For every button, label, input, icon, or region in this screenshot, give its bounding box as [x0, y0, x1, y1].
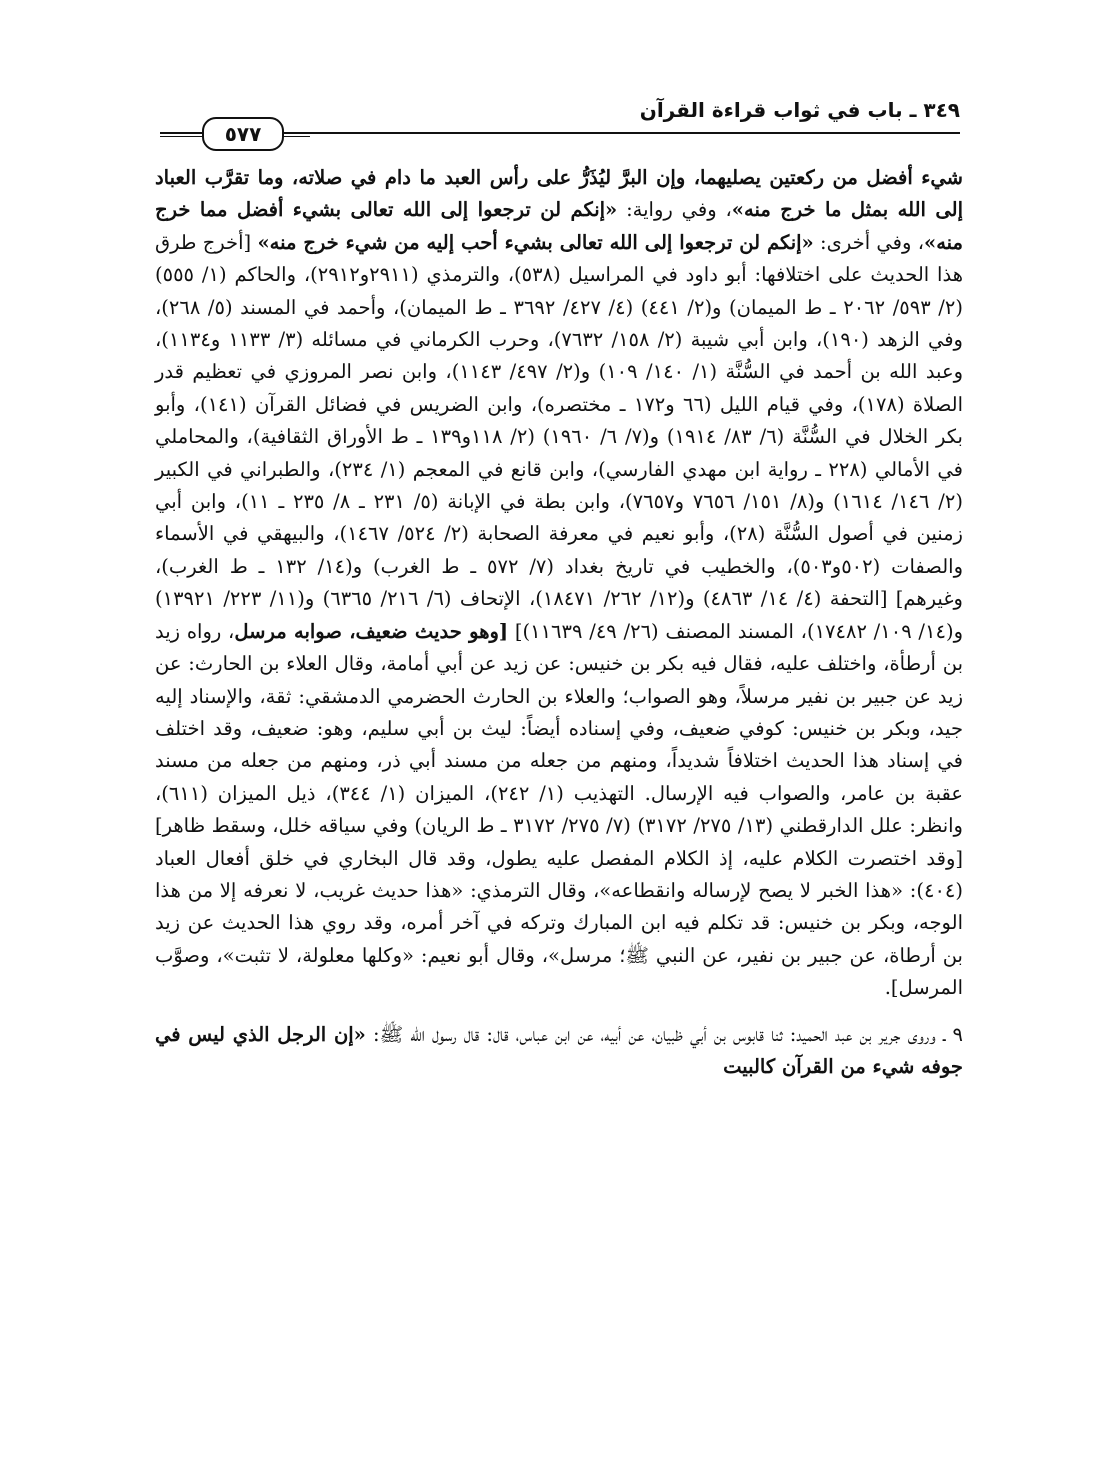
takhrij-text: [أخرج طرق هذا الحديث على اختلافها: أبو داود في المراسيل (٥٣٨)، والترمذي (٢٩١١و٢٩١٢)، والحاكم (١/ ٥٥٥) (٢/ ٥٩٣/ ٢٠٦٢ ـ ط الميمان) و(٢/ ٤٤١) (٤/ ٤٢٧/ ٣٦٩٢ ـ ط الميمان)، وأحمد في المسند (٥/ ٢٦٨)، وفي الزهد (١٩٠)، وابن أبي شيبة (٢/ ١٥٨/ ٧٦٣٢)، وحرب الكرماني في مسائله (٣/ ١١٣٣ و١١٣٤)، وعبد الله بن أحمد في السُّنَّة (١/ ١٤٠/ ١٠٩) و(٢/ ٤٩٧/ ١١٤٣)، وابن نصر المروزي في تعظيم قدر الصلاة (١٧٨)، وفي قيام الليل (٦٦ و١٧٢ ـ مختصره)، وابن الضريس في فضائل القرآن (١٤١)، وأبو بكر الخلال في السُّنَّة (٦/ ٨٣/ ١٩١٤) و(٧/ ٦/ ١٩٦٠) (٢/ ١١٨و١٣٩ ـ ط الأوراق الثقافية)، والمحاملي في الأمالي (٢٢٨ ـ رواية ابن مهدي الفارسي)، وابن قانع في المعجم (١/ ٢٣٤)، والطبراني في الكبير (٢/ ١٤٦/ ١٦١٤) و(٨/ ١٥١/ ٧٦٥٦ و٧٦٥٧)، وابن بطة في الإبانة (٥/ ٢٣١ ـ ٨/ ٢٣٥ ـ ١١)، وابن أبي زمنين في أصول السُّنَّة (٢٨)، وأبو نعيم في معرفة الصحابة (٢/ ٥٢٤/ ١٤٦٧)، والبيهقي في الأسماء والصفات (٥٠٢و٥٠٣)، والخطيب في تاريخ بغداد (٧/ ٥٧٢ ـ ط الغرب) و(١٤/ ١٣٢ ـ ط الغرب)، وغيرهم] [التحفة (٤/ ١٤/ ٤٨٦٣) و(١٢/ ٢٦٢/ ١٨٤٧١)، الإتحاف (٦/ ٢١٦/ ٦٣٦٥) و(١١/ ٢٢٣/ ١٣٩٢١) و(١٤/ ١٠٩/ ١٧٤٨٢)، المسند المصنف (٢٦/ ٤٩/ ١١٦٣٩)]: [155, 230, 964, 643]
riwaya-text: «إنكم لن ترجعوا إلى الله تعالى بشيء أحب إليه من شيء خرج منه»: [257, 230, 814, 254]
hadith-text: شيء أفضل من ركعتين يصليهما، وإن البرَّ ليُذَرُّ على رأس العبد ما دام في صلاته، وما تقرَّب العباد إلى الله بمثل ما خرج منه»: [155, 166, 963, 222]
riwaya-text: «إنكم لن ترجعوا إلى الله تعالى بشيء أفضل مما خرج منه»: [155, 198, 963, 254]
isnad-text: ٩ ـ وروى جرير بن عبد الحميد: ثنا قابوس بن أبي ظبيان، عن أبيه، عن ابن عباس، قال: قال رسول الله ﷺ:: [365, 1022, 963, 1046]
connector-text: ، وفي رواية:: [617, 198, 732, 222]
connector-text: ، وفي أخرى:: [813, 230, 925, 254]
page-header: [160, 92, 960, 152]
paragraph-hadith-8: [155, 162, 963, 1005]
main-text: [155, 162, 963, 1083]
running-title: ٣٤٩ ـ باب في ثواب قراءة القرآن: [639, 98, 960, 122]
paragraph-hadith-9: [155, 1019, 963, 1084]
commentary-text: ، رواه زيد بن أرطأة، واختلف عليه، فقال فيه بكر بن خنيس: عن زيد عن أبي أمامة، وقال العلاء بن الحارث: عن زيد عن جبير بن نفير مرسلاً، وهو الصواب؛ والعلاء بن الحارث الحضرمي الدمشقي: ثقة، والإسناد إليه جيد، وبكر بن خنيس: كوفي ضعيف، وفي إسناده أيضاً: ليث بن أبي سليم، وهو: ضعيف، وقد اختلف في إسناد هذا الحديث اختلافاً شديداً، ومنهم من جعله من مسند أبي ذر، ومنهم من جعله من مسند عقبة بن عامر، والصواب فيه الإرسال. التهذيب (١/ ٢٤٢)، الميزان (١/ ٣٤٤)، ذيل الميزان (٦١١)، وانظر: علل الدارقطني (١٣/ ٢٧٥/ ٣١٧٢) (٧/ ٢٧٥/ ٣١٧٢ ـ ط الريان) وفي سياقه خلل، وسقط ظاهر] [وقد اختصرت الكلام عليه، إذ الكلام المفصل عليه يطول، وقد قال البخاري في خلق أفعال العباد (٤٠٤): «هذا الخبر لا يصح لإرساله وانقطاعه»، وقال الترمذي: «هذا حديث غريب، لا نعرفه إلا من هذا الوجه، وبكر بن خنيس: قد تكلم فيه ابن المبارك وتركه في آخر أمره، وقد روي هذا الحديث عن زيد بن أرطاة، عن جبير بن نفير، عن النبي ﷺ؛ مرسل»، وقال أبو نعيم: «وكلها معلولة، لا تثبت»، وصوَّب المرسل].: [155, 619, 963, 1000]
hadith-text: «إن الرجل الذي ليس في جوفه شيء من القرآن كالبيت: [155, 1022, 963, 1078]
grading-text: [وهو حديث ضعيف، صوابه مرسل: [234, 619, 509, 643]
page-number: ٥٧٧: [202, 117, 284, 151]
